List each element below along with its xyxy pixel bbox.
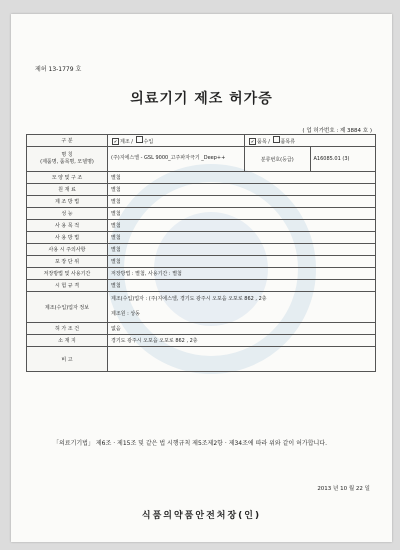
row-caution: 사용 시 주의사항 별첨 <box>27 244 376 256</box>
certificate-title: 의료기기 제조 허가증 <box>130 91 273 107</box>
row-storage: 저장방법 및 사용기간 저장방법 : 별첨, 사용기간 : 별첨 <box>27 268 376 280</box>
row-name <box>27 147 376 172</box>
checkbox-item-class <box>273 136 280 143</box>
row-packaging: 포 장 단 위 별첨 <box>27 256 376 268</box>
checkbox-manufacture: ✔ <box>113 139 118 144</box>
row-category: 구 분 ✔ 제조 / 수입 ✔ 품목 / 품목류 <box>27 135 376 147</box>
row-manufacturer: 제조(수입)업자 정보 제조(수입)업자 : (주)지에스엘, 경기도 광주시 오포읍 오포로 862 , 2층 제조원 : 상동 <box>27 292 376 323</box>
label-classification: 분류번호(등급) <box>245 147 311 172</box>
issue-date: 2013 년 10 월 22 일 <box>317 486 370 492</box>
row-method: 제 조 방 법 별첨 <box>27 196 376 208</box>
legal-statement: 「의료기기법」 제6조 · 제15조 및 같은 법 시행규칙 제5조제2항 · 제34조에 따라 위와 같이 허가합니다. <box>53 440 328 447</box>
label-name: 명 칭 (제품명, 품목명, 모델명) <box>27 147 108 172</box>
row-purpose: 사 용 목 적 별첨 <box>27 220 376 232</box>
row-remarks: 비 고 <box>27 347 376 372</box>
row-performance: 성 능 별첨 <box>27 208 376 220</box>
row-location: 소 재 지 경기도 광주시 오포읍 오포로 862 , 2층 <box>27 335 376 347</box>
issuer-name: 식품의약품안전처장(인) <box>141 511 262 521</box>
checkbox-item: ✔ <box>250 139 255 144</box>
row-material: 원 재 료 별첨 <box>27 184 376 196</box>
checkbox-import <box>136 136 143 143</box>
row-test: 시 험 규 격 별첨 <box>27 280 376 292</box>
row-conditions: 허 가 조 건 없음 <box>27 323 376 335</box>
label-category: 구 분 <box>27 135 108 147</box>
row-shape: 모 양 및 구 조 별첨 <box>27 172 376 184</box>
certificate-table <box>26 134 376 372</box>
certificate-page <box>11 14 392 542</box>
value-name: (주)지에스엘 - GSL 9000_고주파자극기 _Deep++ <box>108 147 245 172</box>
permit-number: ( 업 허가번호 : 제 3884 호 ) <box>302 128 372 134</box>
row-usage: 사 용 방 법 별첨 <box>27 232 376 244</box>
document-number: 제허 13-1779 호 <box>35 66 82 73</box>
value-classification: A16085.01 (3) <box>310 147 376 172</box>
